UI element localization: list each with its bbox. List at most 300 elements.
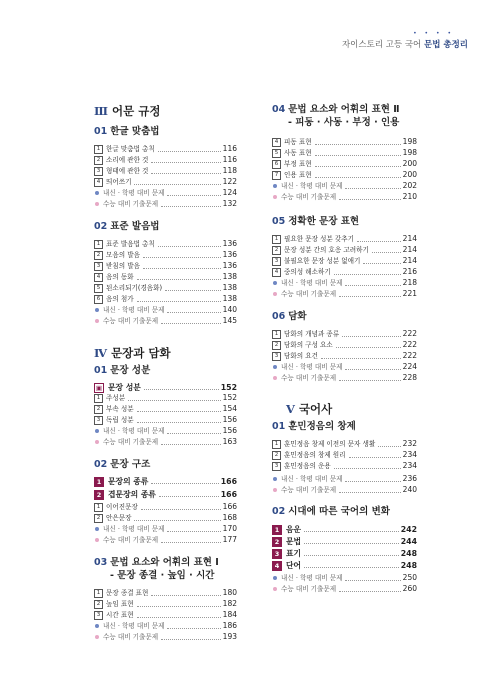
dot-leader: [161, 444, 221, 445]
dot-leader: [363, 263, 400, 264]
bullet-dot: [95, 624, 99, 628]
item-label: 내신 · 학평 대비 문제: [103, 427, 165, 435]
page-number: 200: [402, 159, 417, 168]
section-label: 음운: [286, 525, 302, 534]
item-label: 시간 표현: [106, 611, 134, 619]
part-title: 문장과 담화: [111, 346, 171, 360]
toc-item[interactable]: [94, 393, 237, 403]
dot-leader: [167, 312, 220, 313]
bullet-dot: [273, 376, 277, 380]
page-number: 182: [222, 599, 237, 608]
toc-section[interactable]: [272, 548, 417, 559]
toc-item[interactable]: [272, 461, 417, 471]
item-number-box: 1: [272, 440, 281, 449]
toc-practice-item[interactable]: [272, 278, 417, 288]
dot-leader: [315, 144, 401, 145]
dot-leader: [334, 274, 401, 275]
chapter-subtitle: - 피동 · 사동 · 부정 · 인용: [288, 117, 400, 128]
item-label: 표준 발음법 총칙: [106, 240, 155, 248]
item-label: 내신 · 학평 대비 문제: [281, 279, 343, 287]
chapter-title: 문법 요소와 어휘의 표현 Ⅰ: [110, 557, 219, 568]
page-number: 166: [222, 502, 237, 511]
toc-exam-item[interactable]: [272, 373, 417, 383]
section-label: 문장의 종류: [108, 477, 149, 486]
toc-practice-item[interactable]: [272, 362, 417, 372]
toc-item[interactable]: [94, 250, 237, 260]
page-number: 132: [222, 199, 237, 208]
toc-item[interactable]: [272, 148, 417, 158]
section-number-box: 3: [272, 549, 282, 559]
toc-item[interactable]: [94, 502, 237, 512]
page-number: 221: [402, 289, 417, 298]
page-number: 214: [402, 256, 417, 265]
item-number-box: 4: [272, 138, 281, 147]
toc-exam-item[interactable]: [272, 584, 417, 594]
dot-leader: [151, 162, 220, 163]
chapter-title: 문장 성분: [110, 365, 151, 376]
item-number-box: 3: [94, 167, 103, 176]
page-number: 198: [402, 137, 417, 146]
page-number: 216: [402, 267, 417, 276]
chapter-heading[interactable]: [94, 458, 150, 471]
chapter-number: 01: [94, 126, 108, 137]
item-label: 문장 성분 간의 호응 고려하기: [284, 246, 369, 254]
dot-leader: [134, 184, 220, 185]
bullet-dot: [273, 477, 277, 481]
item-label: 수능 대비 기출문제: [103, 536, 159, 544]
chapter-heading[interactable]: [94, 125, 159, 138]
page-number: 152: [220, 383, 237, 392]
toc-item[interactable]: [94, 261, 237, 271]
item-label: 수능 대비 기출문제: [103, 633, 159, 641]
bullet-dot: [95, 202, 99, 206]
page-number: 240: [402, 485, 417, 494]
section-label: 문법: [286, 537, 302, 546]
toc-item[interactable]: [94, 155, 237, 165]
item-label: 필요한 문장 성분 갖추기: [284, 235, 354, 243]
item-label: 훈민정음의 창제 원리: [284, 451, 346, 459]
dot-leader: [151, 595, 220, 596]
dot-leader: [315, 155, 401, 156]
item-number-box: 2: [272, 341, 281, 350]
toc-item[interactable]: [94, 144, 237, 154]
item-label: 내신 · 학평 대비 문제: [103, 189, 165, 197]
chapter-heading[interactable]: [94, 220, 159, 233]
toc-section[interactable]: [272, 536, 417, 547]
bullet-dot: [273, 195, 277, 199]
item-number-box: 1: [272, 235, 281, 244]
section-label: 단어: [286, 561, 302, 570]
bullet-dot: [95, 527, 99, 531]
chapter-number: 02: [94, 459, 108, 470]
chapter-title: 표준 발음법: [110, 221, 160, 232]
dot-leader: [151, 173, 220, 174]
page-number: 260: [402, 584, 417, 593]
item-label: 내신 · 학평 대비 문제: [281, 475, 343, 483]
toc-item[interactable]: [94, 177, 237, 187]
dot-leader: [161, 542, 221, 543]
page-number: 145: [222, 316, 237, 325]
dot-leader: [144, 389, 219, 390]
item-label: 내신 · 학평 대비 문제: [103, 622, 165, 630]
chapter-number: 01: [272, 421, 286, 432]
item-label: 인용 표현: [284, 171, 312, 179]
toc-exam-item[interactable]: [94, 316, 237, 326]
item-label: 형태에 관한 것: [106, 167, 149, 175]
item-number-box: 1: [94, 503, 103, 512]
item-label: 모음의 발음: [106, 251, 140, 259]
toc-section[interactable]: [94, 489, 237, 500]
page-number: 248: [400, 561, 417, 570]
page-number: 166: [220, 477, 237, 486]
item-label: 훈민정음의 운용: [284, 462, 331, 470]
toc-practice-item[interactable]: [94, 188, 237, 198]
toc-item[interactable]: [94, 283, 237, 293]
part-title: 국어사: [298, 402, 333, 416]
item-number-box: 2: [94, 405, 103, 414]
item-number-box: 3: [94, 416, 103, 425]
item-label: 내신 · 학평 대비 문제: [103, 306, 165, 314]
toc-item[interactable]: [94, 272, 237, 282]
page-number: 138: [222, 294, 237, 303]
bullet-dot: [95, 635, 99, 639]
bullet-dot: [95, 440, 99, 444]
page-number: 140: [222, 305, 237, 314]
section-number-box: 2: [94, 490, 104, 500]
page-number: 170: [222, 524, 237, 533]
item-label: 수능 대비 기출문제: [281, 585, 337, 593]
toc-exam-item[interactable]: [272, 192, 417, 202]
page-number: 122: [222, 177, 237, 186]
item-number-box: 2: [272, 451, 281, 460]
dot-leader: [158, 151, 221, 152]
toc-item[interactable]: [272, 340, 417, 350]
dot-leader: [345, 481, 400, 482]
page-number: 214: [402, 245, 417, 254]
item-label: 수능 대비 기출문제: [103, 438, 159, 446]
running-header: [342, 38, 468, 50]
item-label: 음의 동화: [106, 273, 134, 281]
chapter-heading[interactable]: [272, 215, 359, 228]
page-number: 193: [222, 632, 237, 641]
dot-leader: [345, 188, 400, 189]
item-number-box: 3: [272, 352, 281, 361]
page-number: 166: [220, 490, 237, 499]
toc-item[interactable]: [94, 599, 237, 609]
dot-leader: [151, 483, 218, 484]
dot-leader: [339, 296, 401, 297]
chapter-title: 문장 구조: [110, 459, 151, 470]
item-label: 수능 대비 기출문제: [281, 486, 337, 494]
item-label: 훈민정음 창제 이전의 문자 생활: [284, 440, 376, 448]
toc-item[interactable]: [94, 239, 237, 249]
dot-leader: [137, 279, 221, 280]
dot-leader: [137, 617, 221, 618]
toc-item[interactable]: [94, 610, 237, 620]
dot-leader: [345, 285, 400, 286]
item-number-box: 3: [272, 462, 281, 471]
item-label: 내신 · 학평 대비 문제: [281, 574, 343, 582]
toc-item[interactable]: [272, 137, 417, 147]
toc-exam-item[interactable]: [272, 289, 417, 299]
toc-item[interactable]: [272, 245, 417, 255]
page-number: 234: [402, 461, 417, 470]
chapter-subtitle: - 문장 종결 · 높임 · 시간: [110, 570, 215, 581]
chapter-number: 02: [272, 506, 286, 517]
page-number: 177: [222, 535, 237, 544]
page-number: 136: [222, 250, 237, 259]
page-number: 184: [222, 610, 237, 619]
dot-leader: [336, 347, 401, 348]
toc-item[interactable]: [272, 267, 417, 277]
item-label: 문장 종결 표현: [106, 589, 149, 597]
page-number: 156: [222, 415, 237, 424]
toc-item[interactable]: [272, 351, 417, 361]
header-dots: • • • •: [413, 30, 454, 37]
item-label: 소리에 관한 것: [106, 156, 149, 164]
dot-leader: [304, 555, 399, 556]
toc-item[interactable]: [272, 159, 417, 169]
dot-leader: [372, 252, 401, 253]
page-number: 138: [222, 272, 237, 281]
chapter-heading[interactable]: [94, 556, 219, 582]
toc-section[interactable]: [272, 524, 417, 535]
bullet-dot: [273, 576, 277, 580]
dot-leader: [159, 496, 219, 497]
item-label: 주성분: [106, 394, 126, 402]
item-number-box: 6: [272, 160, 281, 169]
dot-leader: [167, 195, 220, 196]
toc-practice-item[interactable]: [94, 305, 237, 315]
dot-leader: [161, 323, 221, 324]
part-numeral: Ⅴ: [286, 402, 295, 416]
item-label: 담화의 요건: [284, 352, 318, 360]
section-number-box: 1: [272, 525, 282, 535]
item-number-box: 4: [272, 268, 281, 277]
toc-item[interactable]: [272, 439, 417, 449]
toc-exam-item[interactable]: [94, 199, 237, 209]
toc-exam-item[interactable]: [94, 437, 237, 447]
bullet-dot: [95, 429, 99, 433]
dot-leader: [345, 369, 400, 370]
part-numeral: Ⅳ: [94, 346, 108, 360]
toc-practice-item[interactable]: [272, 474, 417, 484]
toc-section[interactable]: [94, 476, 237, 487]
item-number-box: 4: [94, 273, 103, 282]
page-number: 222: [402, 351, 417, 360]
toc-section[interactable]: [272, 560, 417, 571]
page-number: 222: [402, 329, 417, 338]
item-number-box: 3: [94, 611, 103, 620]
toc-exam-item[interactable]: [272, 485, 417, 495]
part-heading: [286, 401, 332, 417]
page-number: 163: [222, 437, 237, 446]
item-label: 내신 · 학평 대비 문제: [281, 182, 343, 190]
section-label: 표기: [286, 549, 302, 558]
item-number-box: 1: [94, 145, 103, 154]
item-label: 담화의 개념과 종류: [284, 330, 340, 338]
dot-leader: [339, 591, 401, 592]
item-number-box: 1: [94, 240, 103, 249]
item-label: 높임 표현: [106, 600, 134, 608]
section-number-box: 1: [94, 477, 104, 487]
dot-leader: [161, 639, 221, 640]
item-number-box: 1: [272, 330, 281, 339]
toc-item[interactable]: [272, 450, 417, 460]
section-label: 겹문장의 종류: [108, 490, 156, 499]
page-number: 168: [222, 513, 237, 522]
dot-leader: [128, 400, 221, 401]
bullet-dot: [273, 365, 277, 369]
toc-practice-item[interactable]: [272, 181, 417, 191]
dot-leader: [357, 241, 401, 242]
page-number: 154: [222, 404, 237, 413]
page-number: 244: [400, 537, 417, 546]
toc-practice-item[interactable]: [94, 426, 237, 436]
dot-leader: [137, 422, 221, 423]
dot-leader: [304, 531, 399, 532]
toc-item[interactable]: [272, 170, 417, 180]
chapter-number: 06: [272, 311, 286, 322]
toc-exam-item[interactable]: [94, 535, 237, 545]
item-number-box: 3: [272, 257, 281, 266]
chapter-heading[interactable]: [272, 505, 390, 518]
dot-leader: [165, 290, 221, 291]
dot-leader: [304, 567, 399, 568]
dot-leader: [378, 446, 400, 447]
chapter-heading[interactable]: [272, 420, 356, 433]
page-number: 156: [222, 426, 237, 435]
item-number-box: 5: [94, 284, 103, 293]
item-number-box: 2: [94, 600, 103, 609]
dot-leader: [339, 199, 401, 200]
dot-leader: [134, 520, 220, 521]
bullet-dot: [273, 281, 277, 285]
dot-leader: [345, 580, 400, 581]
item-label: 수능 대비 기출문제: [103, 317, 159, 325]
chapter-number: 01: [94, 365, 108, 376]
bullet-dot: [273, 184, 277, 188]
chapter-title: 정확한 문장 표현: [288, 216, 360, 227]
chapter-heading[interactable]: [94, 364, 150, 377]
page-number: 180: [222, 588, 237, 597]
toc-item[interactable]: [94, 588, 237, 598]
item-number-box: 2: [272, 246, 281, 255]
chapter-number: 04: [272, 104, 286, 115]
toc-item[interactable]: [94, 415, 237, 425]
page-number: 236: [402, 474, 417, 483]
item-label: 내신 · 학평 대비 문제: [103, 525, 165, 533]
page-number: 152: [222, 393, 237, 402]
toc-item[interactable]: [272, 329, 417, 339]
bullet-dot: [273, 587, 277, 591]
toc-item[interactable]: [94, 513, 237, 523]
dot-leader: [137, 301, 221, 302]
page-number: 232: [402, 439, 417, 448]
page-number: 210: [402, 192, 417, 201]
chapter-number: 02: [94, 221, 108, 232]
item-number-box: 6: [94, 295, 103, 304]
part-heading: [94, 103, 160, 119]
section-number-box: 2: [272, 537, 282, 547]
dot-leader: [143, 268, 221, 269]
item-label: 내신 · 학평 대비 문제: [281, 363, 343, 371]
part-numeral: Ⅲ: [94, 104, 109, 118]
item-number-box: 5: [272, 149, 281, 158]
toc-practice-item[interactable]: [94, 621, 237, 631]
chapter-title: 문법 요소와 어휘의 표현 Ⅱ: [288, 104, 400, 115]
item-label: 수능 대비 기출문제: [103, 200, 159, 208]
toc-practice-item[interactable]: [94, 524, 237, 534]
item-label: 독립 성분: [106, 416, 134, 424]
page-number: 186: [222, 621, 237, 630]
toc-section[interactable]: [94, 382, 237, 393]
item-label: 수능 대비 기출문제: [281, 290, 337, 298]
item-label: 불필요한 문장 성분 없애기: [284, 257, 361, 265]
item-label: 담화의 구성 요소: [284, 341, 333, 349]
item-number-box: 1: [94, 589, 103, 598]
section-box: ▣: [95, 383, 103, 392]
item-label: 수능 대비 기출문제: [281, 193, 337, 201]
chapter-heading[interactable]: [272, 103, 400, 129]
series-title: 자이스토리 고등 국어: [341, 40, 422, 50]
page-number: 136: [222, 261, 237, 270]
item-number-box: 1: [94, 394, 103, 403]
toc-item[interactable]: [94, 294, 237, 304]
part-title: 어문 규정: [112, 104, 161, 118]
page-number: 248: [400, 549, 417, 558]
page-number: 218: [402, 278, 417, 287]
dot-leader: [339, 380, 401, 381]
page-number: 198: [402, 148, 417, 157]
item-number-box: 7: [272, 171, 281, 180]
bullet-dot: [95, 308, 99, 312]
toc-item[interactable]: [272, 256, 417, 266]
item-number-box: 4: [94, 178, 103, 187]
dot-leader: [339, 492, 401, 493]
page-number: 202: [402, 181, 417, 190]
item-label: 한글 맞춤법 총칙: [106, 145, 155, 153]
dot-leader: [334, 468, 401, 469]
bullet-dot: [273, 488, 277, 492]
item-label: 이어진문장: [106, 503, 138, 511]
toc-item[interactable]: [94, 166, 237, 176]
dot-leader: [137, 411, 221, 412]
page-number: 214: [402, 234, 417, 243]
dot-leader: [167, 628, 220, 629]
item-label: 부속 성분: [106, 405, 134, 413]
item-number-box: 2: [94, 514, 103, 523]
section-label: 문장 성분: [108, 383, 141, 392]
dot-leader: [349, 457, 401, 458]
toc-practice-item[interactable]: [272, 573, 417, 583]
page-number: 138: [222, 283, 237, 292]
chapter-title: 시대에 따른 국어의 변화: [288, 506, 390, 517]
chapter-heading[interactable]: [272, 310, 307, 323]
item-label: 음의 첨가: [106, 295, 134, 303]
item-label: 받침의 발음: [106, 262, 140, 270]
dot-leader: [315, 166, 401, 167]
toc-item[interactable]: [94, 404, 237, 414]
toc-item[interactable]: [272, 234, 417, 244]
book-subtitle: 문법 총정리: [423, 40, 468, 50]
page-number: 118: [222, 166, 237, 175]
dot-leader: [141, 509, 221, 510]
item-number-box: 3: [94, 262, 103, 271]
dot-leader: [321, 358, 401, 359]
item-label: 수능 대비 기출문제: [281, 374, 337, 382]
toc-exam-item[interactable]: [94, 632, 237, 642]
